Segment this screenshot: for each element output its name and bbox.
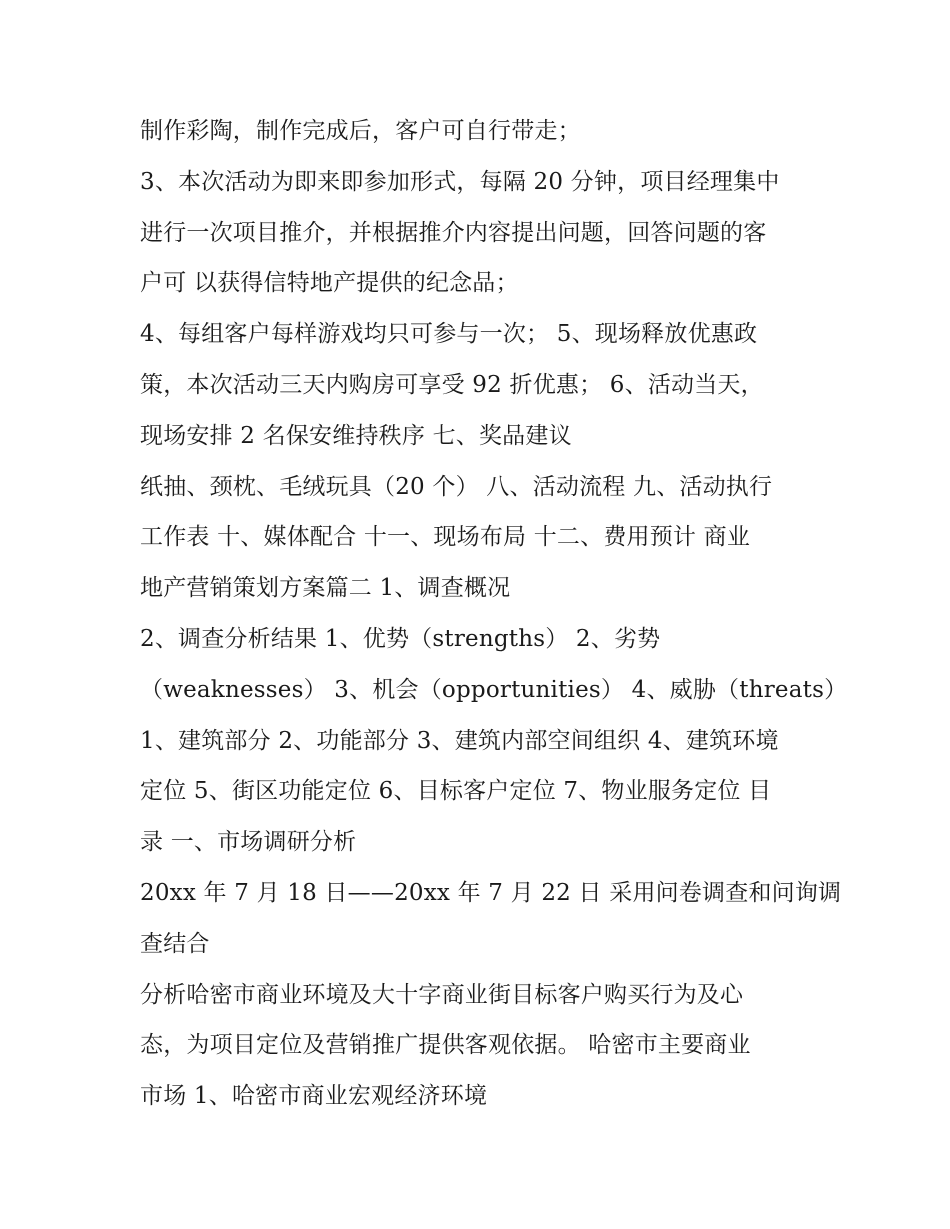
text-line: 2、调查分析结果 1、优势（strengths） 2、劣势 <box>140 625 661 652</box>
text-line: 制作彩陶，制作完成后，客户可自行带走； <box>140 118 581 144</box>
text-line: 工作表 十、媒体配合 十一、现场布局 十二、费用预计 商业 <box>140 524 751 551</box>
text-line: 4、每组客户每样游戏均只可参与一次； 5、现场释放优惠政 <box>140 321 758 348</box>
text-line: 态，为项目定位及营销推广提供客观依据。 哈密市主要商业 <box>140 1032 751 1059</box>
text-line: 定位 5、街区功能定位 6、目标客户定位 7、物业服务定位 目 <box>140 778 772 805</box>
text-line: 1、建筑部分 2、功能部分 3、建筑内部空间组织 4、建筑环境 <box>140 727 779 754</box>
text-line: 策，本次活动三天内购房可享受 92 折优惠； 6、活动当天， <box>140 371 764 398</box>
text-line: 地产营销策划方案篇二 1、调查概况 <box>140 575 511 602</box>
text-line: 3、本次活动为即来即参加形式，每隔 20 分钟，项目经理集中 <box>140 168 780 195</box>
text-line: 市场 1、哈密市商业宏观经济环境 <box>140 1083 488 1110</box>
text-line: 分析哈密市商业环境及大十字商业街目标客户购买行为及心 <box>140 981 744 1008</box>
text-line: 户可 以获得信特地产提供的纪念品； <box>140 270 519 297</box>
document-body <box>140 106 848 1122</box>
text-line: 录 一、市场调研分析 <box>140 829 357 856</box>
text-line: 查结合 <box>140 930 210 957</box>
text-line: （weaknesses） 3、机会（opportunities） 4、威胁（threats） <box>140 676 848 703</box>
text-line: 20xx 年 7 月 18 日——20xx 年 7 月 22 日 采用问卷调查和问询调 <box>140 879 842 906</box>
text-line: 进行一次项目推介，并根据推介内容提出问题，回答问题的客 <box>140 219 767 246</box>
text-line: 现场安排 2 名保安维持秩序 七、奖品建议 <box>140 422 572 449</box>
text-line: 纸抽、颈枕、毛绒玩具（20 个） 八、活动流程 九、活动执行 <box>140 473 773 500</box>
